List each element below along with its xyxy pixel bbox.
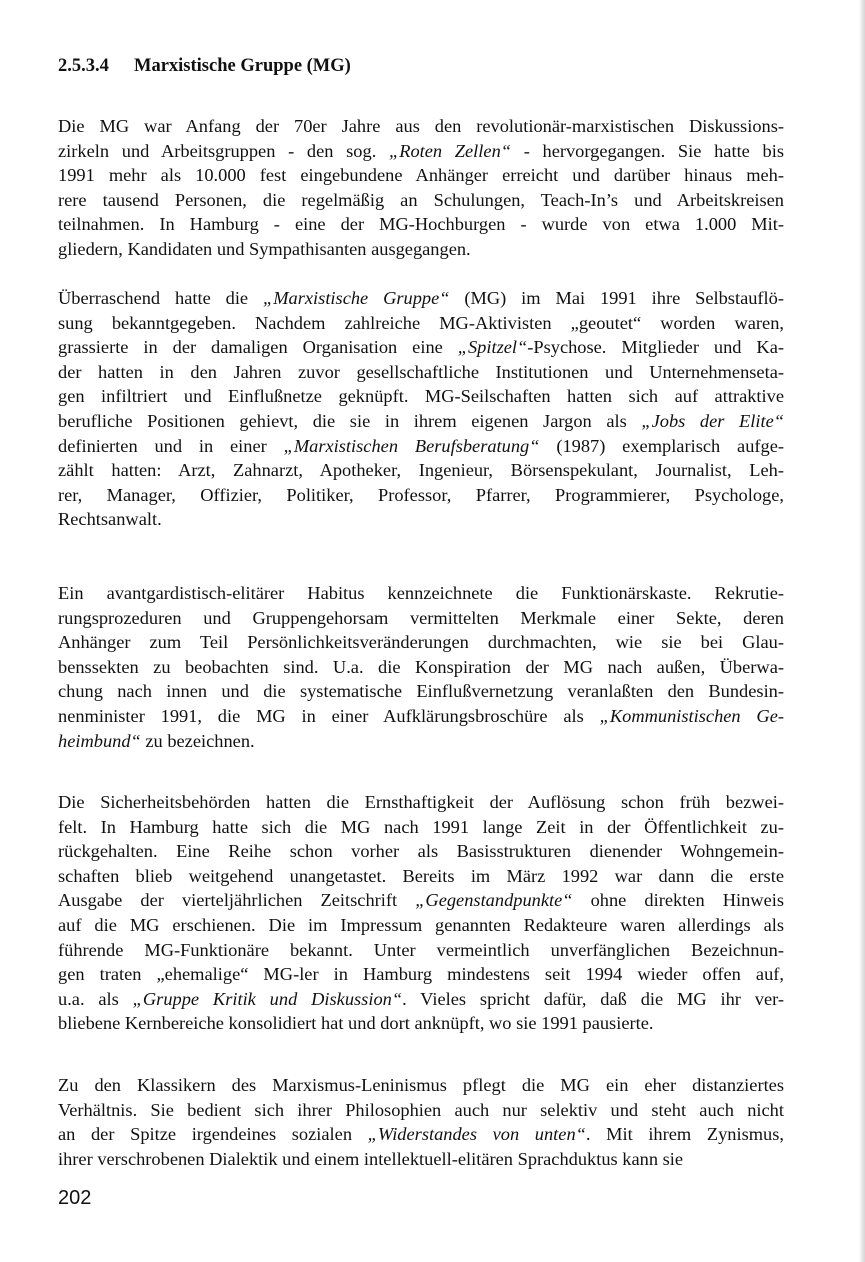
text-line (58, 1147, 784, 1172)
italic-quote: „Widerstandes von unten“ (367, 1124, 586, 1145)
text-run: der hatten in den Jahren zuvor gesellschaftliche Institutionen und Unternehmenseta- (58, 361, 784, 382)
paragraph-sect-habitus (58, 581, 784, 753)
text-run: ohne direkten Hinweis (572, 890, 785, 911)
italic-quote: „Marxistische Gruppe“ (262, 288, 450, 308)
text-line (58, 839, 784, 864)
italic-quote: „Spitzel“ (457, 337, 528, 358)
text-run: teilnahmen. In Hamburg - eine der MG-Hochburgen - wurde von etwa 1.000 Mit- (58, 214, 784, 235)
text-line (58, 606, 784, 631)
italic-quote: heimbund“ (58, 730, 141, 751)
text-run: gen infiltriert und Einflußnetze geknüpft. MG-Seilschaften hatten sich auf attraktive (58, 386, 784, 407)
text-run: gen traten „ehemalige“ MG-ler in Hamburg mindestens seit 1994 wieder offen auf, (58, 964, 784, 985)
text-run: schaften blieb weitgehend unangetastet. Bereits im März 1992 war dann die erste (58, 865, 784, 886)
text-line (58, 188, 784, 213)
page-number: 202 (58, 1187, 92, 1209)
text-line (58, 913, 784, 938)
text-line (58, 458, 784, 483)
text-run: führende MG-Funktionäre bekannt. Unter vermeintlich unverfänglichen Bezeichnun- (58, 939, 784, 960)
text-line (58, 962, 784, 987)
paragraph-self-dissolution (58, 286, 784, 532)
text-line (58, 286, 784, 311)
text-line (58, 163, 784, 188)
text-run: rückgehalten. Eine Reihe schon vorher als Basisstrukturen dienender Wohngemein- (58, 841, 784, 862)
text-run: zu bezeichnen. (140, 730, 255, 751)
text-run: Überraschend hatte die (58, 288, 263, 308)
text-run: Verhältnis. Sie bedient sich ihrer Philosophien auch nur selektiv und steht auch nicht (58, 1099, 784, 1120)
text-run: Zu den Klassikern des Marxismus-Leninismus pflegt die MG ein eher distanziertes (58, 1075, 784, 1095)
paragraph-marxism-leninism (58, 1073, 784, 1171)
text-run: . Vieles spricht dafür, daß die MG ihr ver- (402, 988, 785, 1009)
text-line (58, 679, 784, 704)
text-line (58, 114, 784, 139)
text-run: 1991 mehr als 10.000 fest eingebundene Anhänger erreicht und darüber hinaus meh- (58, 165, 784, 186)
section-number: 2.5.3.4 (58, 56, 109, 76)
text-run: grassierte in der damaligen Organisation eine (58, 337, 458, 358)
italic-quote: „Marxistischen Berufsberatung“ (283, 435, 540, 456)
text-line (58, 815, 784, 840)
text-run: rungsprozeduren und Gruppengehorsam vermittelten Merkmale einer Sekte, deren (58, 607, 784, 628)
text-line (58, 483, 784, 508)
text-line (58, 384, 784, 409)
text-run: sung bekanntgegeben. Nachdem zahlreiche MG-Aktivisten „geoutet“ worden waren, (58, 312, 784, 333)
text-line (58, 360, 784, 385)
italic-quote: „Jobs der Elite“ (641, 410, 785, 431)
text-run: Anhänger zum Teil Persönlichkeitsveränderungen durchmachten, wie sie bei Glau- (58, 632, 784, 653)
text-run: nenminister 1991, die MG in einer Aufklärungsbroschüre als (58, 705, 600, 726)
text-run: definierten und in einer (58, 435, 284, 456)
text-line (58, 581, 784, 606)
text-run: gliedern, Kandidaten und Sympathisanten ausgegangen. (58, 238, 471, 259)
text-line (58, 139, 784, 164)
italic-quote: „Kommunistischen Ge- (599, 705, 784, 726)
text-run: Die Sicherheitsbehörden hatten die Ernsthaftigkeit der Auflösung schon früh bezwei- (58, 792, 784, 812)
text-line (58, 409, 784, 434)
text-line (58, 655, 784, 680)
text-line (58, 1073, 784, 1098)
text-run: rer, Manager, Offizier, Politiker, Professor, Pfarrer, Programmierer, Psychologe, (58, 484, 784, 505)
text-run: Ausgabe der vierteljährlichen Zeitschrift (58, 890, 416, 911)
text-line (58, 212, 784, 237)
page-edge-shadow (859, 0, 865, 1262)
text-run: benssekten zu beobachten sind. U.a. die Konspiration der MG nach außen, Überwa- (58, 656, 784, 677)
text-run: -Psychose. Mitglieder und Ka- (527, 337, 784, 358)
text-line (58, 507, 784, 532)
text-run: Die MG war Anfang der 70er Jahre aus den revolutionär-marxistischen Diskussions- (58, 116, 784, 136)
text-run: felt. In Hamburg hatte sich die MG nach 1991 lange Zeit in der Öffentlichkeit zu- (58, 816, 784, 837)
text-run: an der Spitze irgendeines sozialen (58, 1124, 368, 1145)
text-line (58, 938, 784, 963)
text-line (58, 1122, 784, 1147)
text-run: rere tausend Personen, die regelmäßig an Schulungen, Teach-In’s und Arbeitskreisen (58, 189, 784, 210)
italic-quote: „Roten Zellen“ (388, 140, 511, 161)
text-run: (1987) exemplarisch aufge- (539, 435, 785, 456)
text-run: . Mit ihrem Zynismus, (585, 1124, 784, 1145)
text-run: u.a. als (58, 988, 133, 1009)
text-line (58, 1098, 784, 1123)
text-line (58, 434, 784, 459)
text-run: - hervorgegangen. Sie hatte bis (511, 140, 784, 161)
section-title: Marxistische Gruppe (MG) (134, 56, 351, 76)
text-line (58, 237, 784, 262)
text-run: auf die MG erschienen. Die im Impressum genannten Redakteure waren allerdings als (58, 914, 784, 935)
text-run: chung nach innen und die systematische Einflußvernetzung veranlaßten den Bundesin- (58, 681, 784, 702)
text-run: zählt hatten: Arzt, Zahnarzt, Apotheker, Ingenieur, Börsenspekulant, Journalist, Leh- (58, 460, 784, 481)
text-line (58, 335, 784, 360)
text-line (58, 987, 784, 1012)
text-run: ihrer verschrobenen Dialektik und einem intellektuell-elitären Sprachduktus kann sie (58, 1148, 684, 1169)
text-run: Ein avantgardistisch-elitärer Habitus kennzeichnete die Funktionärskaste. Rekrutie- (58, 583, 784, 603)
text-run: Rechtsanwalt. (58, 509, 162, 530)
text-line (58, 704, 784, 729)
italic-quote: „Gruppe Kritik und Diskussion“ (132, 988, 403, 1009)
italic-quote: „Gegenstandpunkte“ (415, 890, 573, 911)
text-run: zirkeln und Arbeitsgruppen - den sog. (58, 140, 389, 161)
text-line (58, 311, 784, 336)
text-run: berufliche Positionen gehievt, die sie in ihrem eigenen Jargon als (58, 410, 642, 431)
text-line (58, 888, 784, 913)
paragraph-hamburg-continuation (58, 790, 784, 1036)
text-run: bliebene Kernbereiche konsolidiert hat und dort anknüpft, wo sie 1991 pausierte. (58, 1013, 654, 1034)
text-line (58, 864, 784, 889)
section-heading (58, 56, 351, 77)
paragraph-origins (58, 114, 784, 262)
text-line (58, 1011, 784, 1036)
text-line (58, 790, 784, 815)
text-run: (MG) im Mai 1991 ihre Selbstauflö- (449, 288, 784, 308)
text-line (58, 729, 784, 754)
text-line (58, 630, 784, 655)
